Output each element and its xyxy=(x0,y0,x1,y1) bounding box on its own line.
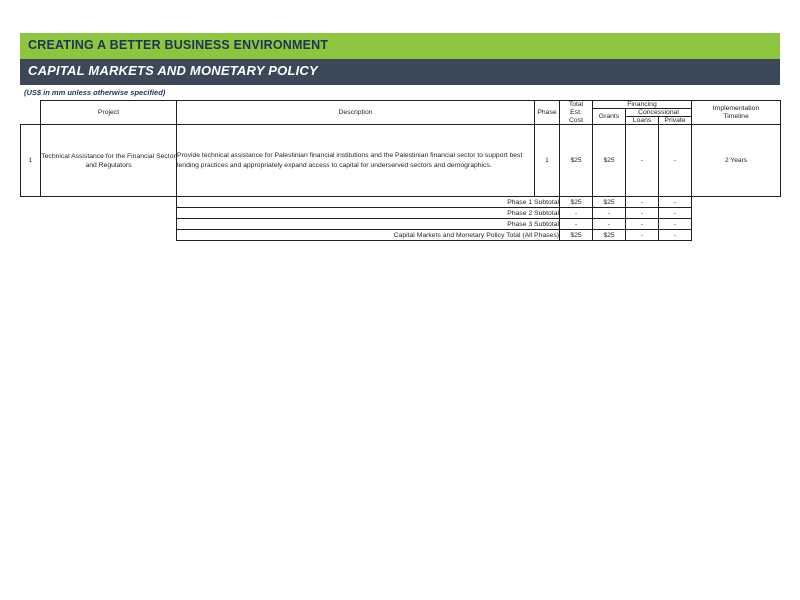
summary-total-est-cost: - xyxy=(560,219,593,230)
summary-row xyxy=(21,197,781,208)
row-total-est-cost: $25 xyxy=(560,125,593,197)
summary-private: - xyxy=(659,230,692,241)
header-implementation-timeline xyxy=(692,101,781,125)
summary-concessional-loans: - xyxy=(626,197,659,208)
summary-spacer-index xyxy=(21,208,41,219)
header-financing: Financing xyxy=(593,101,692,109)
header-spacer-index xyxy=(21,101,41,125)
header-implementation-timeline-line1: Implementation xyxy=(712,104,760,112)
summary-spacer-project xyxy=(41,230,177,241)
header-implementation-timeline-line2: Timeline xyxy=(723,112,749,120)
summary-spacer-project xyxy=(41,208,177,219)
table-header-row-1 xyxy=(21,101,781,109)
summary-spacer-index xyxy=(21,219,41,230)
header-total-est-cost-line3: Cost xyxy=(569,116,583,124)
header-total-est-cost-line2: Est. xyxy=(570,108,582,116)
projects-table xyxy=(20,100,781,241)
header-description: Description xyxy=(177,101,535,125)
summary-spacer-timeline xyxy=(692,219,781,230)
summary-total-est-cost: $25 xyxy=(560,197,593,208)
summary-private: - xyxy=(659,197,692,208)
summary-row-total xyxy=(21,230,781,241)
summary-spacer-timeline xyxy=(692,230,781,241)
summary-label: Phase 1 Subtotal xyxy=(177,197,560,208)
header-concessional: Concessional xyxy=(626,109,692,117)
summary-row xyxy=(21,219,781,230)
row-description: Provide technical assistance for Palestinian financial institutions and the Palestinian financial sector to support best lending practices and appropriately expand access to capital for underserved sectors and demographics. xyxy=(177,125,535,197)
header-phase: Phase xyxy=(535,101,560,125)
summary-spacer-timeline xyxy=(692,208,781,219)
summary-spacer-project xyxy=(41,197,177,208)
header-private: Private xyxy=(659,117,692,125)
section-banner-green-label: CREATING A BETTER BUSINESS ENVIRONMENT xyxy=(28,38,329,52)
section-banner-navy xyxy=(20,59,780,85)
header-grants: Grants xyxy=(593,109,626,125)
summary-grants: $25 xyxy=(593,230,626,241)
summary-spacer-project xyxy=(41,219,177,230)
summary-private: - xyxy=(659,219,692,230)
units-note: (US$ in mm unless otherwise specified) xyxy=(24,88,166,97)
summary-spacer-index xyxy=(21,230,41,241)
header-project: Project xyxy=(41,101,177,125)
summary-label: Phase 2 Subtotal xyxy=(177,208,560,219)
table-row xyxy=(21,125,781,197)
summary-total-est-cost: $25 xyxy=(560,230,593,241)
summary-total-est-cost: - xyxy=(560,208,593,219)
summary-label: Phase 3 Subtotal xyxy=(177,219,560,230)
summary-grants: - xyxy=(593,219,626,230)
row-index: 1 xyxy=(21,125,41,197)
row-timeline: 2 Years xyxy=(692,125,781,197)
summary-label: Capital Markets and Monetary Policy Total (All Phases) xyxy=(177,230,560,241)
row-grants: $25 xyxy=(593,125,626,197)
section-banner-navy-label: CAPITAL MARKETS AND MONETARY POLICY xyxy=(28,63,318,78)
row-private: - xyxy=(659,125,692,197)
header-total-est-cost xyxy=(560,101,593,125)
header-total-est-cost-line1: Total xyxy=(568,101,584,108)
summary-concessional-loans: - xyxy=(626,230,659,241)
row-concessional-loans: - xyxy=(626,125,659,197)
summary-private: - xyxy=(659,208,692,219)
summary-row xyxy=(21,208,781,219)
summary-grants: $25 xyxy=(593,197,626,208)
header-loans: Loans xyxy=(626,117,659,125)
section-banner-green xyxy=(20,33,780,59)
summary-grants: - xyxy=(593,208,626,219)
summary-spacer-index xyxy=(21,197,41,208)
row-phase: 1 xyxy=(535,125,560,197)
summary-concessional-loans: - xyxy=(626,219,659,230)
row-project: Technical Assistance for the Financial Sector and Regulators xyxy=(41,125,177,197)
summary-spacer-timeline xyxy=(692,197,781,208)
summary-concessional-loans: - xyxy=(626,208,659,219)
